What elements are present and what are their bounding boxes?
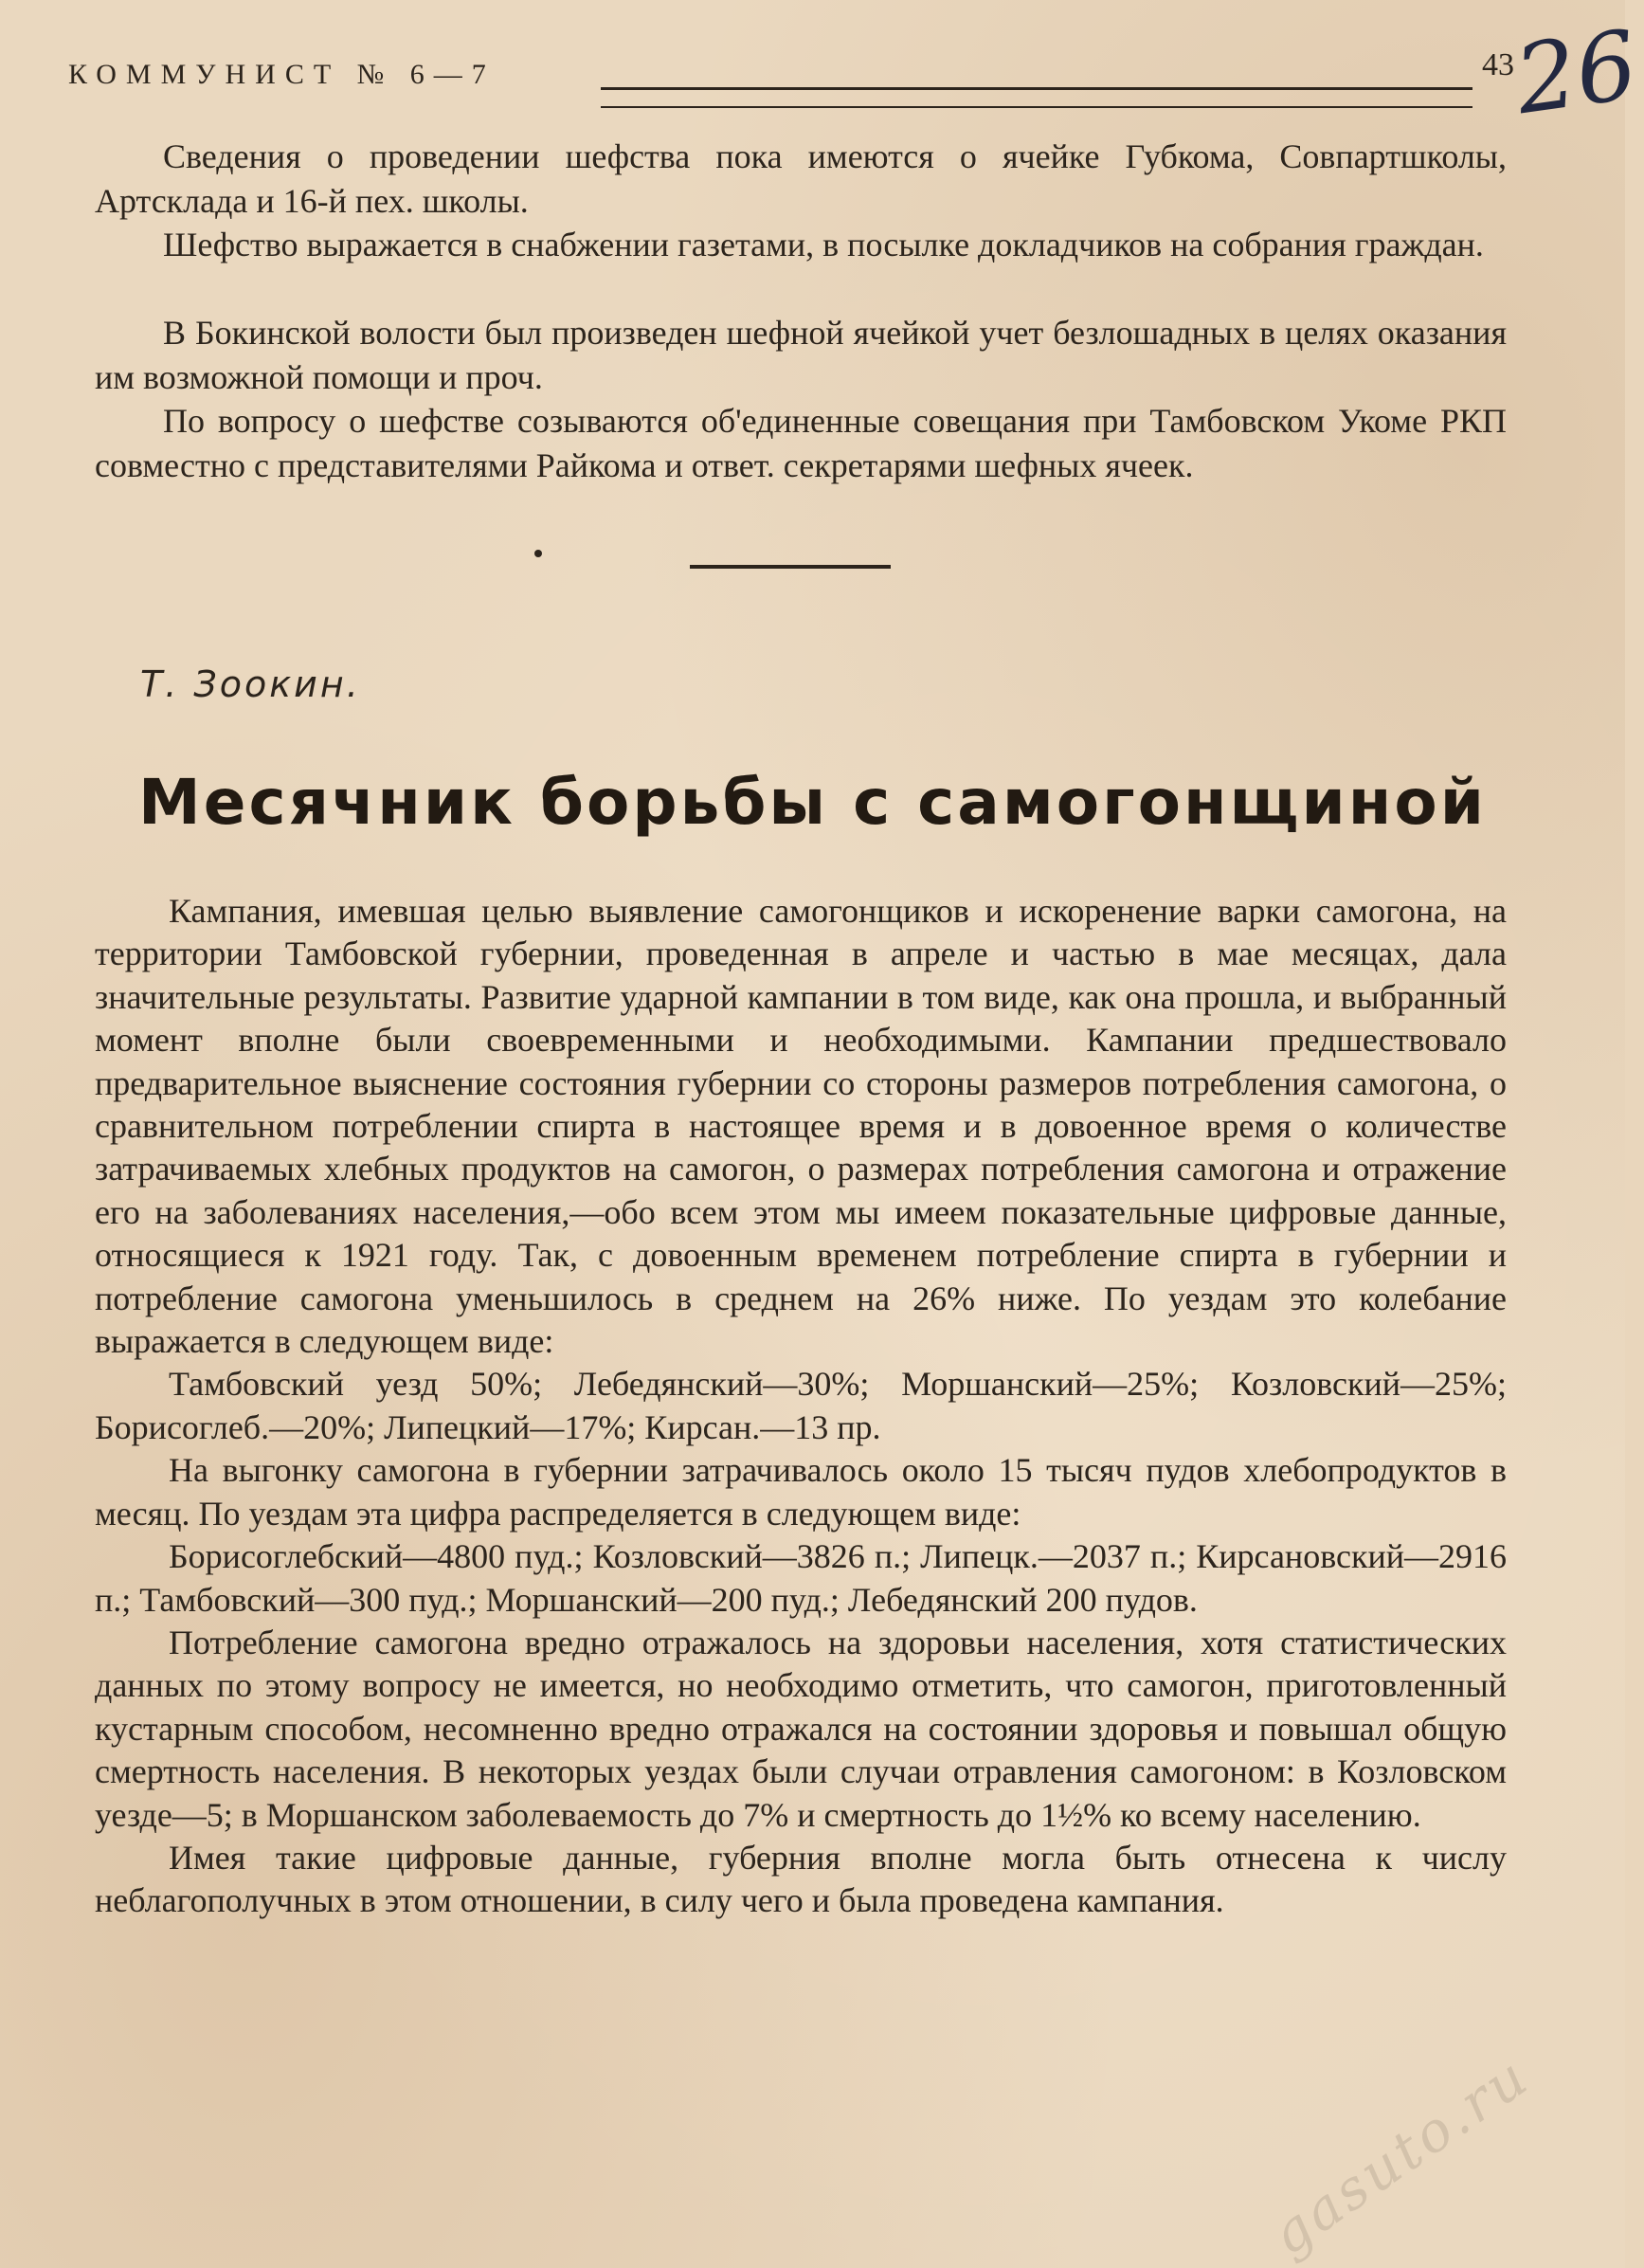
article-paragraph: Потребление самогона вредно отражалось на здоровьи населения, хотя статистических данных по этому вопросу не имеется, но необходимо отметить, что самогон, приготовленный кустарным способом, несомненно вредно отражался на состоянии здоровья и повышал общую смертность населения. В некоторых уездах были случаи отравления самогоном: в Козловском уезде—5; в Моршанском заболеваемость до 7% и смертность до 1½% ко всему населению.: [95, 1623, 1507, 1834]
journal-title: КОММУНИСТ № 6—7: [68, 59, 496, 90]
watermark: gasuto.ru: [1259, 2042, 1542, 2268]
top-paragraph: В Бокинской волости был произведен шефной ячейкой учет безлошадных в целях оказания им возможной помощи и проч.: [95, 314, 1507, 396]
page-header: [68, 45, 1521, 102]
article-body: [95, 890, 1507, 1923]
article-paragraph: Борисоглебский—4800 пуд.; Козловский—3826 п.; Липецк.—2037 п.; Кирсановский—2916 п.; Тамбовский—300 пуд.; Моршанский—200 пуд.; Лебедянский 200 пудов.: [95, 1537, 1507, 1619]
article-paragraph: На выгонку самогона в губернии затрачивалось около 15 тысяч пудов хлебопродуктов в месяц. По уездам эта цифра распределяется в следующем виде:: [95, 1451, 1507, 1533]
page-number: 43: [1482, 47, 1514, 82]
article-paragraph: Имея такие цифровые данные, губерния вполне могла быть отнесена к числу неблагополучных в этом отношении, в силу чего и была проведена кампания.: [95, 1838, 1507, 1920]
header-rule: [601, 106, 1472, 108]
top-paragraph: Шефство выражается в снабжении газетами, в посылке докладчиков на собрания граждан.: [163, 226, 1484, 263]
handwritten-page-number: 26: [1509, 9, 1644, 136]
article-paragraph: Кампания, имевшая целью выявление самогонщиков и искоренение варки самогона, на территории Тамбовской губернии, проведенная в апреле и частью в мае месяцах, дала значительные результаты. Развитие ударной кампании в том виде, как она прошла, и выбранный момент вполне были своевременными и необходимыми. Кампании предшествовало предварительное выяснение состояния губернии со стороны размеров потребления самогона, о сравнительном потреблении спирта в настоящее время и в довоенное время о количестве затрачиваемых хлебных продуктов на самогон, о размерах потребления самогона и отражение его на заболеваниях населения,—обо всем этом мы имеем показательные цифровые данные, относящиеся к 1921 году. Так, с довоенным временем потребление спирта в губернии и потребление самогона уменьшилось в среднем на 26% ниже. По уездам это колебание выражается в следующем виде:: [95, 892, 1507, 1361]
top-paragraph: Сведения о проведении шефства пока имеются о ячейке Губкома, Совпартшколы, Артсклада и 16-й пех. школы.: [95, 137, 1507, 220]
article-author: Т. Зоокин.: [140, 663, 361, 705]
section-separator: [690, 565, 891, 569]
article-paragraph: Тамбовский уезд 50%; Лебедянский—30%; Моршанский—25%; Козловский—25%; Борисоглеб.—20%; Липецкий—17%; Кирсан.—13 пр.: [95, 1365, 1507, 1446]
ink-dot: [534, 550, 542, 557]
article-title: Месячник борьбы с самогонщиной: [138, 766, 1487, 839]
header-rule: [601, 87, 1472, 90]
top-paragraph: По вопросу о шефстве созываются об'единенные совещания при Тамбовском Укоме РКП совместно с представителями Райкома и ответ. секретарями шефных ячеек.: [95, 402, 1507, 484]
